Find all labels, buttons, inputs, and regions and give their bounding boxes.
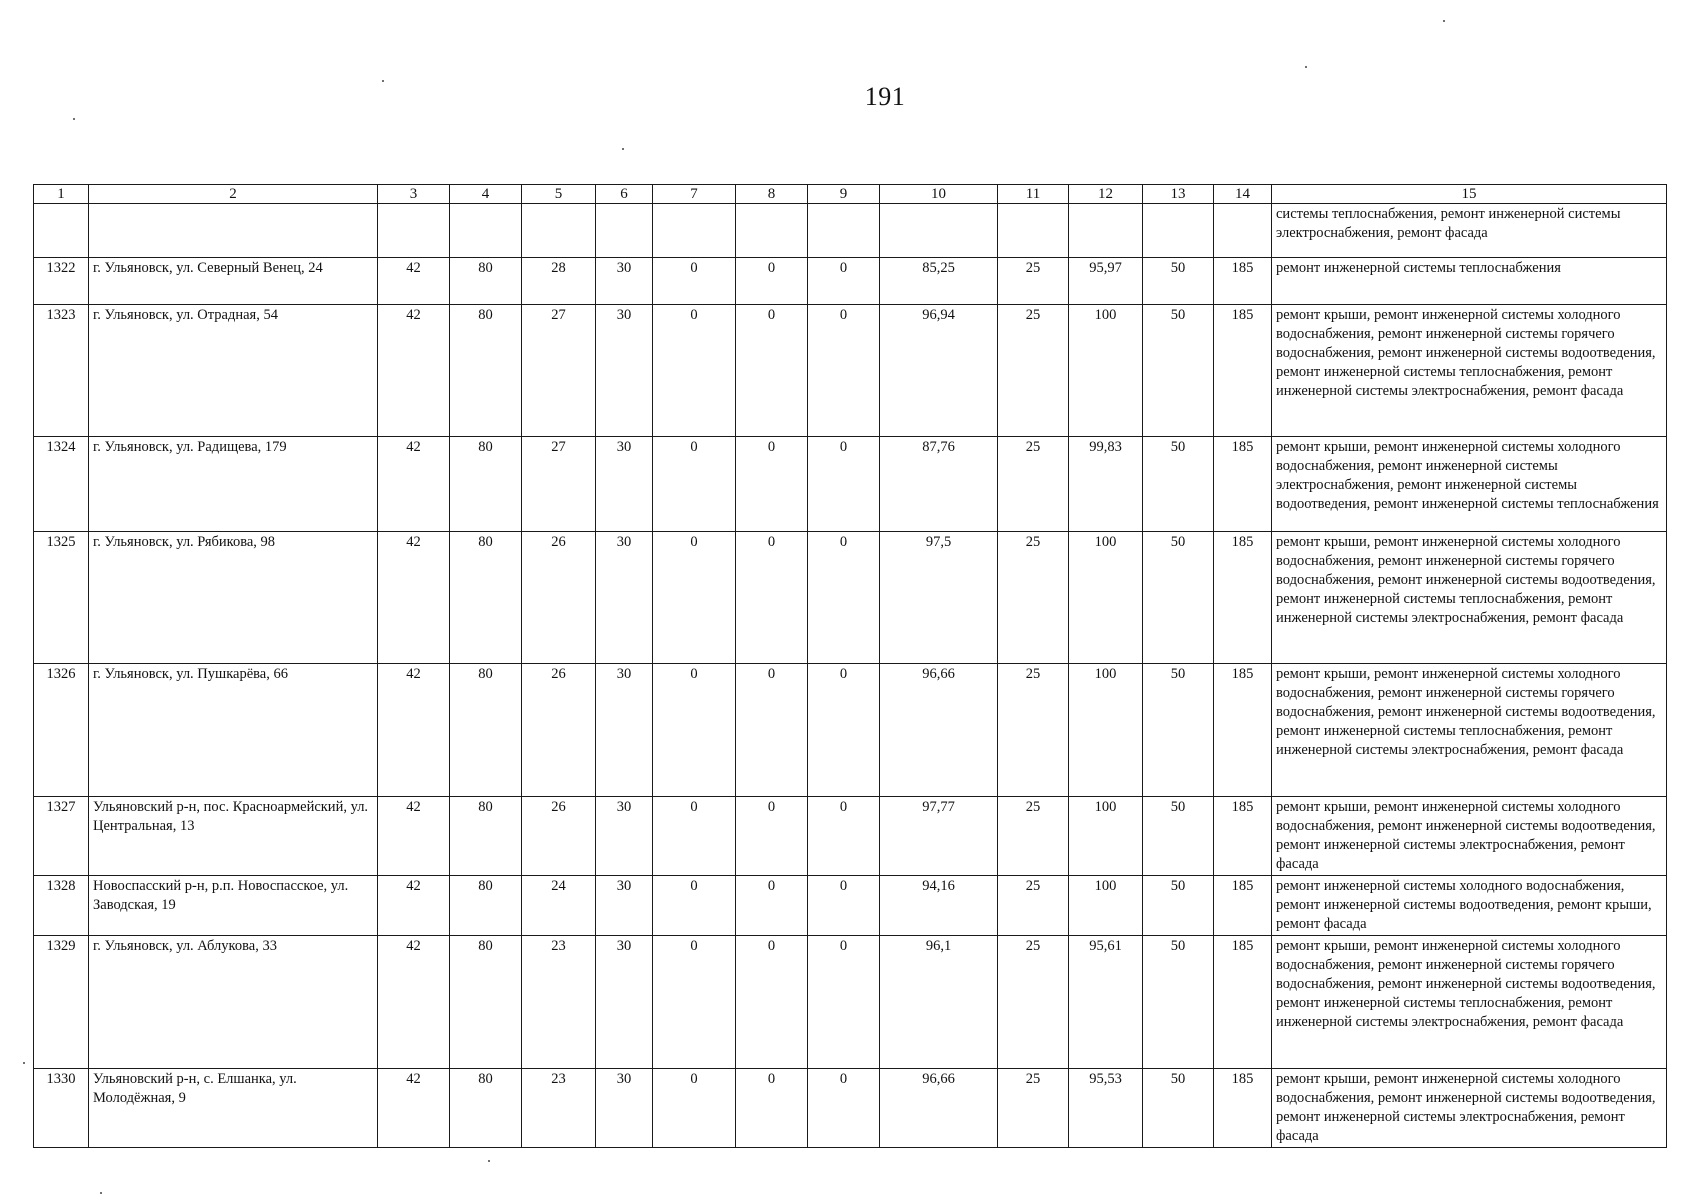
cell-col-7: 0	[653, 437, 736, 532]
cell-col-6: 30	[596, 664, 653, 797]
cell-address: Новоспасский р-н, р.п. Новоспасское, ул. Заводская, 19	[89, 876, 378, 936]
cell-col-8: 0	[736, 1069, 808, 1148]
cell-col-7: 0	[653, 797, 736, 876]
cell-address: Ульяновский р-н, с. Елшанка, ул. Молодёжная, 9	[89, 1069, 378, 1148]
cell-col-8: 0	[736, 664, 808, 797]
cell-col-14	[1214, 204, 1272, 258]
cell-col-10: 85,25	[880, 258, 998, 305]
cell-col-8: 0	[736, 876, 808, 936]
cell-address: г. Ульяновск, ул. Радищева, 179	[89, 437, 378, 532]
cell-col-8: 0	[736, 258, 808, 305]
cell-col-4	[450, 204, 522, 258]
header-cell: 1	[34, 185, 89, 204]
cell-col-6: 30	[596, 532, 653, 664]
cell-col-8: 0	[736, 437, 808, 532]
cell-col-7: 0	[653, 664, 736, 797]
cell-col-9: 0	[808, 936, 880, 1069]
cell-col-10: 94,16	[880, 876, 998, 936]
cell-col-13: 50	[1143, 258, 1214, 305]
header-cell: 9	[808, 185, 880, 204]
table-row	[34, 664, 1667, 797]
table-row	[34, 532, 1667, 664]
scan-speck	[23, 1062, 25, 1064]
scan-speck	[1443, 20, 1445, 22]
cell-col-7	[653, 204, 736, 258]
cell-col-4: 80	[450, 664, 522, 797]
cell-col-9: 0	[808, 532, 880, 664]
cell-col-10	[880, 204, 998, 258]
scan-speck	[100, 1192, 102, 1194]
cell-col-5: 27	[522, 437, 596, 532]
cell-col-5: 27	[522, 305, 596, 437]
cell-works-list: ремонт крыши, ремонт инженерной системы холодного водоснабжения, ремонт инженерной системы горячего водоснабжения, ремонт инженерной системы водоотведения, ремонт инженерной системы теплоснабжения, ремонт инженерной системы электроснабжения, ремонт фасада	[1272, 305, 1667, 437]
cell-col-3	[378, 204, 450, 258]
header-cell: 10	[880, 185, 998, 204]
cell-row-number: 1326	[34, 664, 89, 797]
table-row	[34, 936, 1667, 1069]
cell-col-6: 30	[596, 305, 653, 437]
cell-row-number: 1325	[34, 532, 89, 664]
cell-col-11: 25	[998, 936, 1069, 1069]
cell-col-4: 80	[450, 1069, 522, 1148]
header-cell: 13	[1143, 185, 1214, 204]
header-cell: 4	[450, 185, 522, 204]
cell-col-11: 25	[998, 664, 1069, 797]
cell-col-13: 50	[1143, 532, 1214, 664]
header-cell: 2	[89, 185, 378, 204]
cell-col-11: 25	[998, 532, 1069, 664]
cell-col-9: 0	[808, 876, 880, 936]
cell-col-7: 0	[653, 876, 736, 936]
cell-col-14: 185	[1214, 876, 1272, 936]
cell-address	[89, 204, 378, 258]
cell-col-3: 42	[378, 437, 450, 532]
cell-col-4: 80	[450, 437, 522, 532]
cell-col-12: 95,53	[1069, 1069, 1143, 1148]
cell-col-11: 25	[998, 305, 1069, 437]
cell-works-list: ремонт инженерной системы холодного водоснабжения, ремонт инженерной системы водоотведения, ремонт крыши, ремонт фасада	[1272, 876, 1667, 936]
cell-col-4: 80	[450, 305, 522, 437]
cell-col-10: 96,66	[880, 1069, 998, 1148]
cell-col-11	[998, 204, 1069, 258]
cell-col-7: 0	[653, 532, 736, 664]
cell-col-6	[596, 204, 653, 258]
cell-col-10: 96,94	[880, 305, 998, 437]
cell-col-8: 0	[736, 305, 808, 437]
cell-col-14: 185	[1214, 936, 1272, 1069]
cell-col-5	[522, 204, 596, 258]
cell-col-4: 80	[450, 936, 522, 1069]
cell-row-number: 1323	[34, 305, 89, 437]
cell-col-5: 26	[522, 664, 596, 797]
cell-works-list: ремонт крыши, ремонт инженерной системы холодного водоснабжения, ремонт инженерной системы водоотведения, ремонт инженерной системы электроснабжения, ремонт фасада	[1272, 1069, 1667, 1148]
cell-col-9: 0	[808, 305, 880, 437]
header-cell: 14	[1214, 185, 1272, 204]
cell-col-7: 0	[653, 305, 736, 437]
cell-col-9: 0	[808, 797, 880, 876]
cell-row-number: 1327	[34, 797, 89, 876]
cell-address: г. Ульяновск, ул. Отрадная, 54	[89, 305, 378, 437]
cell-col-11: 25	[998, 258, 1069, 305]
cell-col-5: 28	[522, 258, 596, 305]
cell-col-14: 185	[1214, 437, 1272, 532]
cell-col-4: 80	[450, 797, 522, 876]
header-cell: 12	[1069, 185, 1143, 204]
cell-col-6: 30	[596, 797, 653, 876]
table-row	[34, 1069, 1667, 1148]
cell-col-3: 42	[378, 258, 450, 305]
cell-col-10: 87,76	[880, 437, 998, 532]
cell-col-3: 42	[378, 1069, 450, 1148]
cell-col-10: 97,77	[880, 797, 998, 876]
cell-col-12: 95,61	[1069, 936, 1143, 1069]
cell-address: Ульяновский р-н, пос. Красноармейский, ул. Центральная, 13	[89, 797, 378, 876]
cell-col-13: 50	[1143, 936, 1214, 1069]
cell-row-number: 1328	[34, 876, 89, 936]
cell-address: г. Ульяновск, ул. Пушкарёва, 66	[89, 664, 378, 797]
cell-row-number: 1322	[34, 258, 89, 305]
cell-col-7: 0	[653, 258, 736, 305]
cell-col-3: 42	[378, 876, 450, 936]
scan-speck	[488, 1160, 490, 1162]
cell-works-list: ремонт крыши, ремонт инженерной системы холодного водоснабжения, ремонт инженерной системы горячего водоснабжения, ремонт инженерной системы водоотведения, ремонт инженерной системы теплоснабжения, ремонт инженерной системы электроснабжения, ремонт фасада	[1272, 664, 1667, 797]
table-row	[34, 204, 1667, 258]
cell-col-10: 96,66	[880, 664, 998, 797]
cell-col-11: 25	[998, 437, 1069, 532]
cell-address: г. Ульяновск, ул. Аблукова, 33	[89, 936, 378, 1069]
header-cell: 3	[378, 185, 450, 204]
cell-col-13: 50	[1143, 305, 1214, 437]
cell-col-14: 185	[1214, 797, 1272, 876]
cell-col-12: 100	[1069, 797, 1143, 876]
cell-col-9: 0	[808, 258, 880, 305]
cell-col-5: 23	[522, 1069, 596, 1148]
cell-address: г. Ульяновск, ул. Северный Венец, 24	[89, 258, 378, 305]
cell-row-number: 1330	[34, 1069, 89, 1148]
cell-col-8: 0	[736, 936, 808, 1069]
cell-row-number	[34, 204, 89, 258]
cell-col-14: 185	[1214, 1069, 1272, 1148]
cell-col-8	[736, 204, 808, 258]
cell-col-8: 0	[736, 797, 808, 876]
cell-col-12: 100	[1069, 664, 1143, 797]
cell-works-list: ремонт крыши, ремонт инженерной системы холодного водоснабжения, ремонт инженерной системы горячего водоснабжения, ремонт инженерной системы водоотведения, ремонт инженерной системы теплоснабжения, ремонт инженерной системы электроснабжения, ремонт фасада	[1272, 532, 1667, 664]
header-row	[34, 185, 1667, 204]
cell-address: г. Ульяновск, ул. Рябикова, 98	[89, 532, 378, 664]
header-cell: 6	[596, 185, 653, 204]
cell-col-4: 80	[450, 876, 522, 936]
cell-col-5: 23	[522, 936, 596, 1069]
table-row	[34, 305, 1667, 437]
cell-col-9: 0	[808, 437, 880, 532]
cell-col-4: 80	[450, 258, 522, 305]
cell-col-12: 100	[1069, 305, 1143, 437]
cell-col-6: 30	[596, 936, 653, 1069]
header-cell: 11	[998, 185, 1069, 204]
page-number: 191	[864, 82, 906, 111]
cell-col-11: 25	[998, 797, 1069, 876]
cell-works-list: ремонт инженерной системы теплоснабжения	[1272, 258, 1667, 305]
cell-col-14: 185	[1214, 258, 1272, 305]
cell-row-number: 1329	[34, 936, 89, 1069]
cell-col-7: 0	[653, 936, 736, 1069]
cell-col-6: 30	[596, 876, 653, 936]
cell-col-13: 50	[1143, 1069, 1214, 1148]
cell-col-13: 50	[1143, 437, 1214, 532]
cell-row-number: 1324	[34, 437, 89, 532]
cell-col-14: 185	[1214, 305, 1272, 437]
cell-col-6: 30	[596, 258, 653, 305]
cell-works-list: системы теплоснабжения, ремонт инженерной системы электроснабжения, ремонт фасада	[1272, 204, 1667, 258]
scan-speck	[1305, 66, 1307, 68]
cell-col-12: 100	[1069, 876, 1143, 936]
repair-schedule-table	[33, 184, 1667, 1148]
cell-col-12: 99,83	[1069, 437, 1143, 532]
header-cell: 8	[736, 185, 808, 204]
cell-col-3: 42	[378, 532, 450, 664]
cell-col-9	[808, 204, 880, 258]
cell-col-9: 0	[808, 1069, 880, 1148]
cell-col-12	[1069, 204, 1143, 258]
cell-col-12: 95,97	[1069, 258, 1143, 305]
scan-speck	[622, 148, 624, 150]
cell-col-10: 96,1	[880, 936, 998, 1069]
scan-speck	[73, 118, 75, 120]
cell-col-3: 42	[378, 936, 450, 1069]
table-row	[34, 876, 1667, 936]
header-cell: 7	[653, 185, 736, 204]
cell-col-5: 26	[522, 532, 596, 664]
cell-col-14: 185	[1214, 532, 1272, 664]
cell-col-3: 42	[378, 305, 450, 437]
cell-col-4: 80	[450, 532, 522, 664]
cell-col-3: 42	[378, 664, 450, 797]
cell-col-9: 0	[808, 664, 880, 797]
cell-col-8: 0	[736, 532, 808, 664]
table-row	[34, 437, 1667, 532]
cell-col-3: 42	[378, 797, 450, 876]
cell-col-13: 50	[1143, 664, 1214, 797]
cell-col-5: 24	[522, 876, 596, 936]
cell-col-10: 97,5	[880, 532, 998, 664]
cell-col-12: 100	[1069, 532, 1143, 664]
header-cell: 15	[1272, 185, 1667, 204]
cell-col-14: 185	[1214, 664, 1272, 797]
cell-col-6: 30	[596, 437, 653, 532]
table-row	[34, 797, 1667, 876]
cell-col-6: 30	[596, 1069, 653, 1148]
scan-speck	[382, 80, 384, 82]
cell-works-list: ремонт крыши, ремонт инженерной системы холодного водоснабжения, ремонт инженерной системы электроснабжения, ремонт инженерной системы водоотведения, ремонт инженерной системы теплоснабжения	[1272, 437, 1667, 532]
cell-works-list: ремонт крыши, ремонт инженерной системы холодного водоснабжения, ремонт инженерной системы горячего водоснабжения, ремонт инженерной системы водоотведения, ремонт инженерной системы теплоснабжения, ремонт инженерной системы электроснабжения, ремонт фасада	[1272, 936, 1667, 1069]
cell-col-13: 50	[1143, 876, 1214, 936]
cell-col-7: 0	[653, 1069, 736, 1148]
cell-col-11: 25	[998, 1069, 1069, 1148]
cell-col-11: 25	[998, 876, 1069, 936]
table-row	[34, 258, 1667, 305]
cell-col-13: 50	[1143, 797, 1214, 876]
cell-col-5: 26	[522, 797, 596, 876]
cell-works-list: ремонт крыши, ремонт инженерной системы холодного водоснабжения, ремонт инженерной системы водоотведения, ремонт инженерной системы электроснабжения, ремонт фасада	[1272, 797, 1667, 876]
cell-col-13	[1143, 204, 1214, 258]
header-cell: 5	[522, 185, 596, 204]
